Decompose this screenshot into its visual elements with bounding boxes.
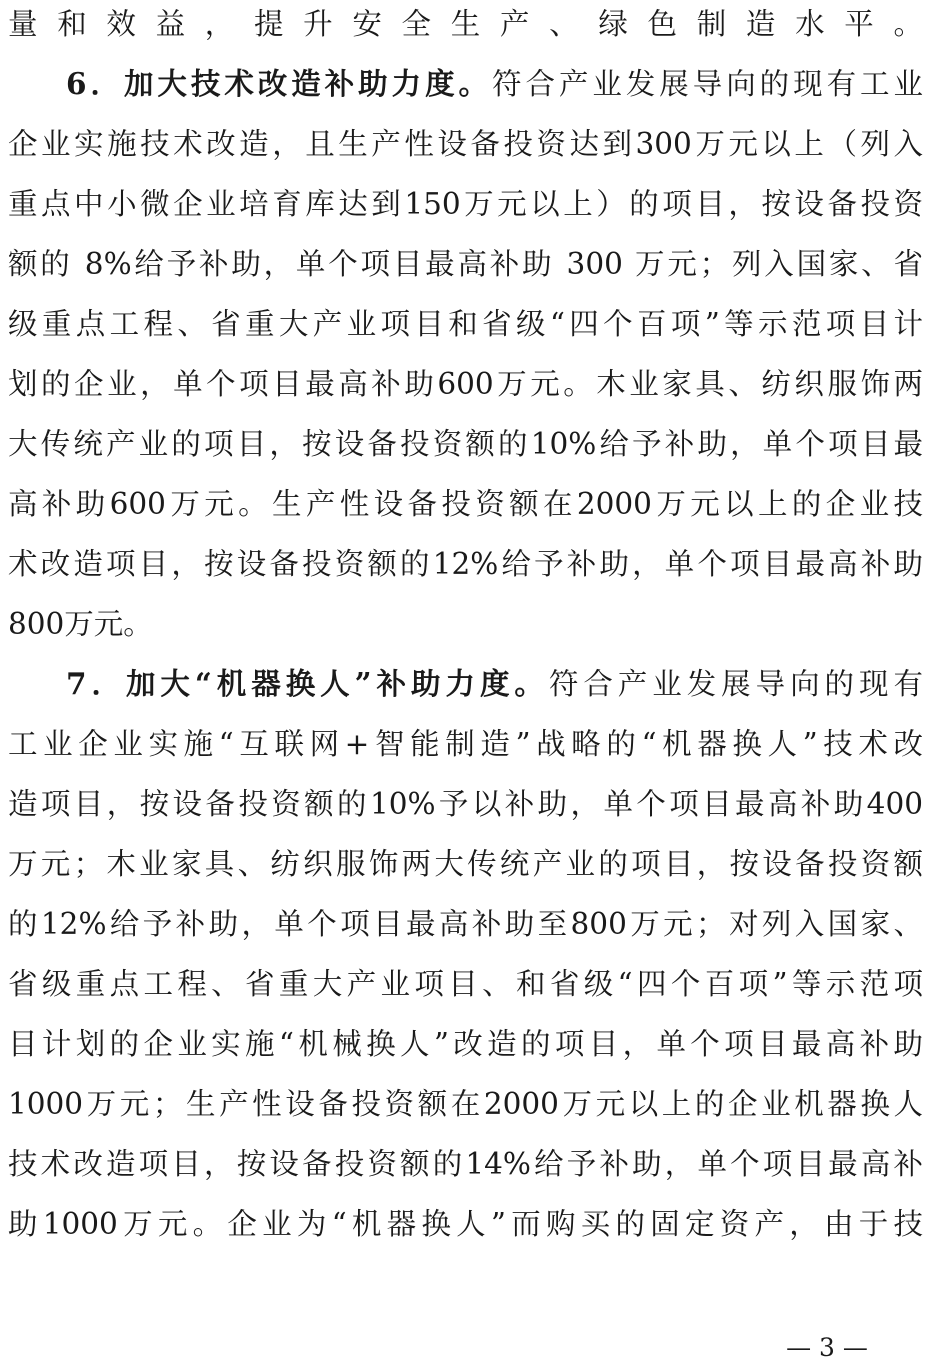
section-heading-6: 6．加大技术改造补助力度。 [66,66,492,101]
section-heading-line [66,62,923,106]
line-text: 术改造项目，按设备投资额的12%给予补助，单个项目最高补助 [8,547,923,581]
line-text: 额的 8%给予补助，单个项目最高补助 300 万元；列入国家、省 [8,247,923,281]
line-text: 符合产业发展导向的现有 [548,667,923,701]
line-text: 大传统产业的项目，按设备投资额的10%给予补助，单个项目最 [8,427,923,461]
line-text: 省级重点工程、省重大产业项目、和省级“四个百项”等示范项 [8,967,923,1001]
line-text: 企业实施技术改造，且生产性设备投资达到300万元以上（列入 [8,127,923,161]
line-text: 1000万元；生产性设备投资额在2000万元以上的企业机器换人 [8,1087,923,1121]
section-heading-line [66,662,923,706]
body-line [8,842,923,886]
line-text: 助1000万元。企业为“机器换人”而购买的固定资产，由于技 [8,1207,923,1241]
body-line [8,542,923,586]
line-text: 的12%给予补助，单个项目最高补助至800万元；对列入国家、 [8,907,923,941]
body-line [8,602,923,646]
line-text: 万元；木业家具、纺织服饰两大传统产业的项目，按设备投资额 [8,847,923,881]
line-text: 工业企业实施“互联网+智能制造”战略的“机器换人”技术改 [8,727,923,761]
body-line [8,122,923,166]
line-text: 符合产业发展导向的现有工业 [491,67,923,101]
body-line [8,1082,923,1126]
line-text: 级重点工程、省重大产业项目和省级“四个百项”等示范项目计 [8,307,923,341]
body-line [8,1202,923,1246]
body-line [8,962,923,1006]
body-line [8,482,923,526]
page-number: — 3 — [786,1333,868,1362]
body-line [8,182,923,226]
body-line [8,1142,923,1186]
body-line [8,362,923,406]
line-text: 造项目，按设备投资额的10%予以补助，单个项目最高补助400 [8,787,923,821]
line-text: 划的企业，单个项目最高补助600万元。木业家具、纺织服饰两 [8,367,923,401]
body-line [8,782,923,826]
line-text: 目计划的企业实施“机械换人”改造的项目，单个项目最高补助 [8,1027,923,1061]
body-line [8,1022,923,1066]
line-text: 技术改造项目，按设备投资额的14%给予补助，单个项目最高补 [8,1147,923,1181]
body-line [8,242,923,286]
body-line [8,302,923,346]
body-line [8,902,923,946]
line-text: 800万元。 [8,607,153,641]
line-text: 重点中小微企业培育库达到150万元以上）的项目，按设备投资 [8,187,923,221]
body-line [8,722,923,766]
body-line [8,422,923,466]
section-heading-7: 7．加大“机器换人”补助力度。 [66,666,549,701]
line-text: 高补助600万元。生产性设备投资额在2000万元以上的企业技 [8,487,923,521]
body-line [8,2,923,46]
line-text: 量和效益，提升安全生产、绿色制造水平。 [8,7,923,41]
